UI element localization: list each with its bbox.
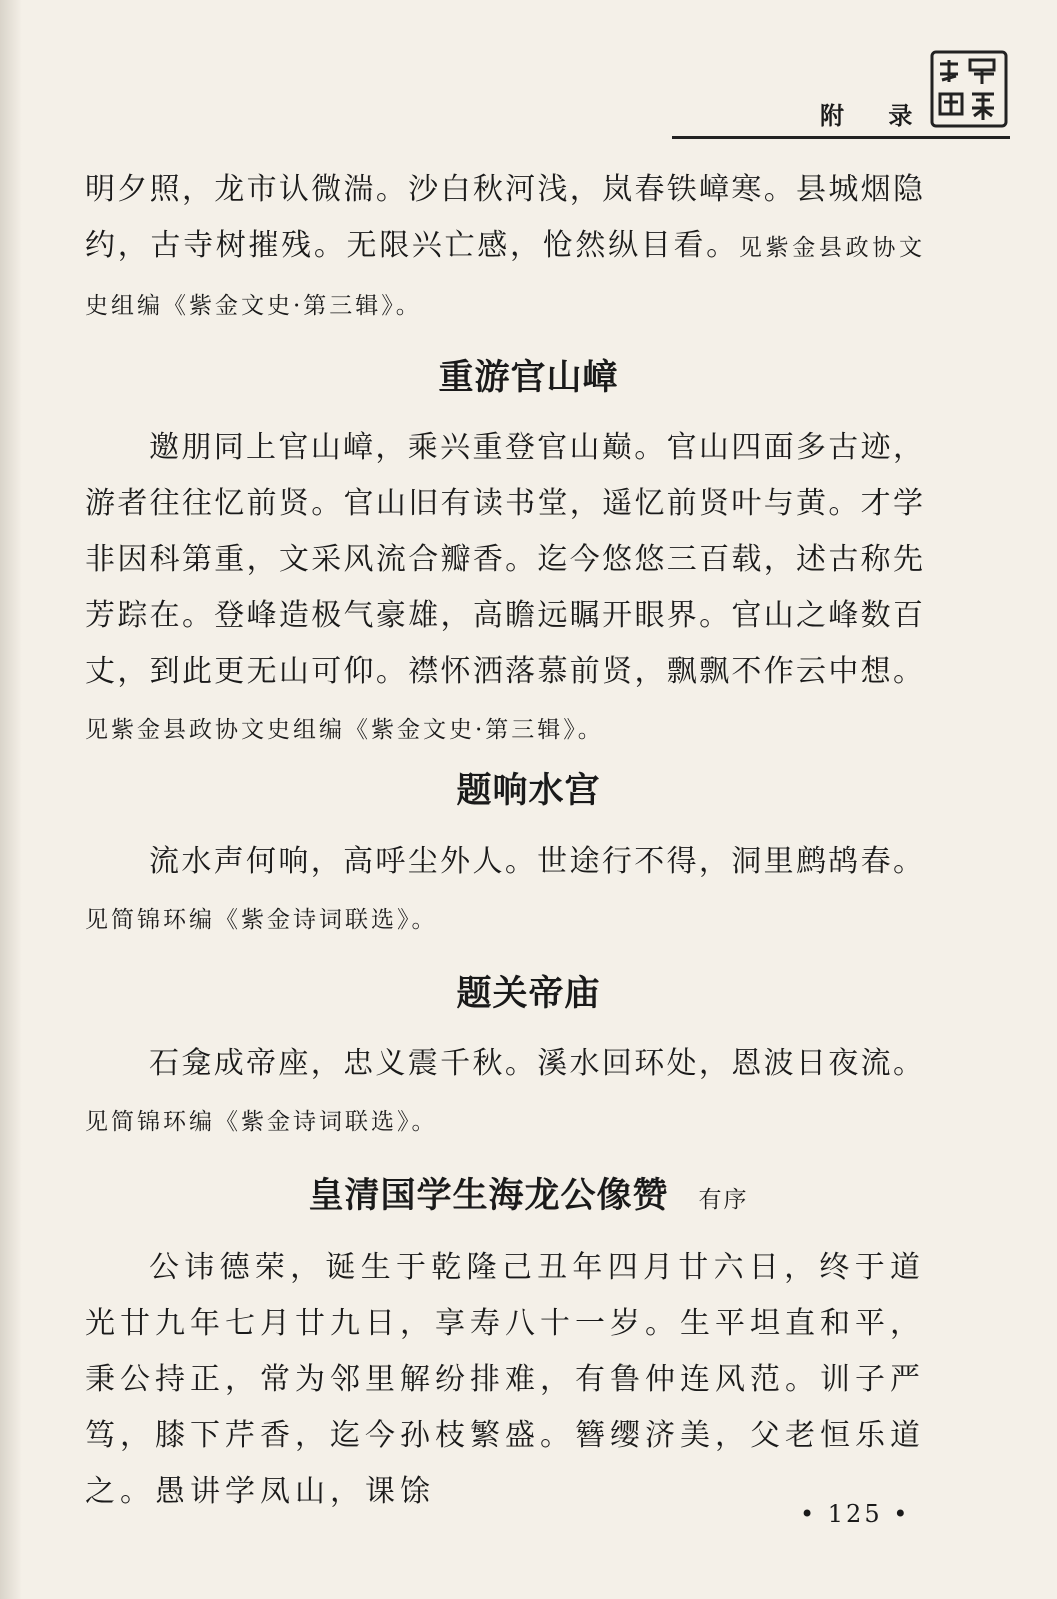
poem-text: 石龛成帝座，忠义震千秋。溪水回环处，恩波日夜流。	[149, 1046, 925, 1081]
poem-title	[0, 1168, 1057, 1218]
source-note: 见简锦环编《紫金诗词联选》。	[85, 1109, 438, 1135]
paragraph-5	[85, 1240, 925, 1520]
poem-title-subtitle: 有序	[698, 1187, 749, 1213]
seal-stamp-icon	[930, 50, 1008, 128]
paragraph-4	[85, 1036, 925, 1150]
page-number: • 125 •	[800, 1500, 911, 1528]
section-header-label: 附 录	[820, 101, 931, 130]
poem-title-text: 皇清国学生海龙公像赞	[308, 1175, 669, 1216]
poem-title: 题关帝庙	[456, 973, 601, 1014]
source-note: 见紫金县政协文史组编《紫金文史·第三辑》。	[85, 235, 926, 319]
paragraph-2	[85, 420, 925, 758]
source-note: 见紫金县政协文史组编《紫金文史·第三辑》。	[85, 717, 604, 743]
paragraph-1	[85, 162, 925, 334]
poem-text: 明夕照，龙市认微湍。沙白秋河浅，岚春铁嶂寒。县城烟隐约，古寺树摧残。无限兴亡感，怆然纵目看。	[85, 172, 925, 263]
prose-text: 公讳德荣，诞生于乾隆己丑年四月廿六日，终于道光廿九年七月廿九日，享寿八十一岁。生平坦直和平，秉公持正，常为邻里解纷排难，有鲁仲连风范。训子严笃，膝下芹香，迄今孙枝繁盛。簪缨济美，父老恒乐道之。愚讲学凤山，课馀	[85, 1250, 925, 1509]
poem-text: 邀朋同上官山嶂，乘兴重登官山巅。官山四面多古迹，游者往往忆前贤。官山旧有读书堂，遥忆前贤叶与黄。才学非因科第重，文采风流合瓣香。迄今悠悠三百载，述古称先芳踪在。登峰造极气豪雄，高瞻远瞩开眼界。官山之峰数百丈，到此更无山可仰。襟怀洒落慕前贤，飘飘不作云中想。	[85, 430, 925, 689]
poem-title: 重游官山嶂	[438, 357, 619, 398]
poem-text: 流水声何响，高呼尘外人。世途行不得，洞里鹧鸪春。	[149, 844, 925, 879]
header-rule	[672, 136, 1010, 139]
paragraph-3	[85, 834, 925, 948]
source-note: 见简锦环编《紫金诗词联选》。	[85, 907, 438, 933]
poem-title: 题响水宫	[456, 770, 601, 811]
